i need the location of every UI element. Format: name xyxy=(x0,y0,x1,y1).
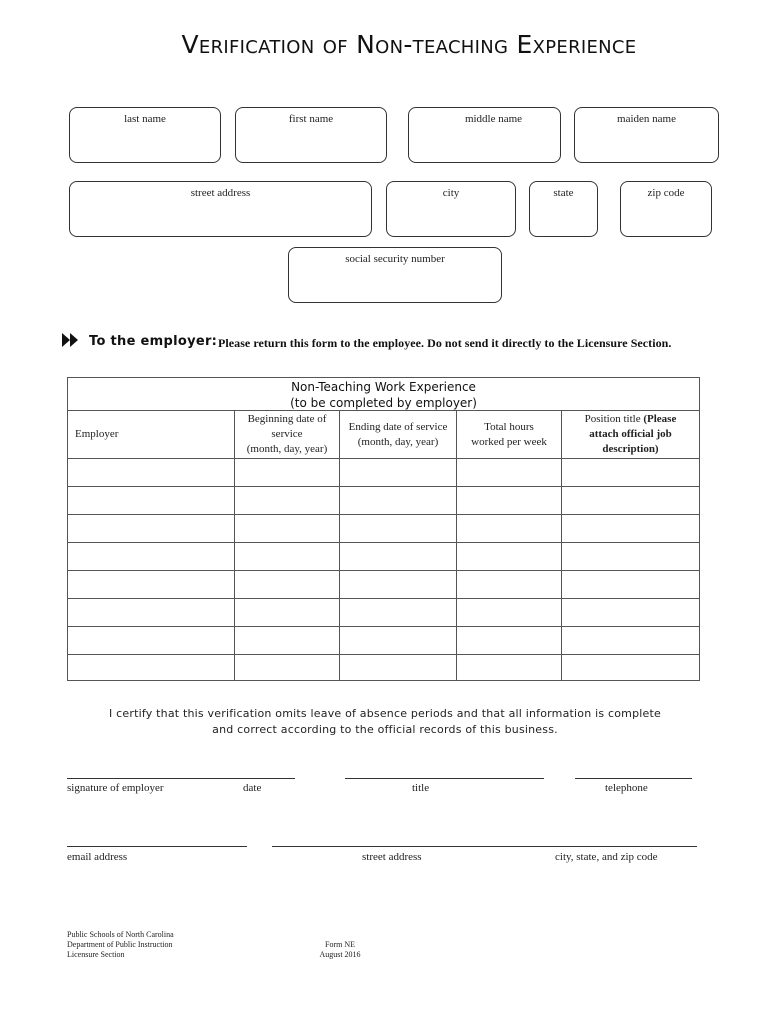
last-name-field[interactable] xyxy=(69,107,221,163)
first-name-label: first name xyxy=(288,113,334,125)
signature-line[interactable] xyxy=(67,778,295,779)
ssn-field[interactable] xyxy=(288,247,502,303)
form-title: Verification of Non-teaching Experience xyxy=(181,30,637,59)
ssn-label: social security number xyxy=(345,253,445,265)
telephone-line[interactable] xyxy=(575,778,692,779)
email-label: email address xyxy=(67,851,128,863)
table-row[interactable] xyxy=(68,515,699,542)
double-arrow-right-icon xyxy=(62,333,80,347)
address-line[interactable] xyxy=(272,846,697,847)
employer-notice-lead: To the employer: xyxy=(89,334,218,349)
title-line[interactable] xyxy=(345,778,544,779)
employer-notice-text: Please return this form to the employee. Do not send it directly to the Licensure Section. xyxy=(218,336,672,350)
signature-label: signature of employer xyxy=(67,782,164,794)
table-row[interactable] xyxy=(68,459,699,486)
table-row[interactable] xyxy=(68,599,699,626)
header-begin-date: Beginning date of service (month, day, year) xyxy=(246,413,328,455)
header-employer: Employer xyxy=(75,428,119,440)
city-field[interactable] xyxy=(386,181,516,237)
state-field[interactable] xyxy=(529,181,598,237)
street-address-field[interactable] xyxy=(69,181,372,237)
state-label: state xyxy=(553,187,574,199)
table-title-line2: (to be completed by employer) xyxy=(290,396,477,410)
street-address-sig-label: street address xyxy=(362,851,422,863)
title-label: title xyxy=(412,782,430,794)
table-row[interactable] xyxy=(68,655,699,680)
last-name-label: last name xyxy=(124,113,166,125)
table-title xyxy=(68,378,699,411)
city-label: city xyxy=(442,187,460,199)
table-row[interactable] xyxy=(68,543,699,570)
table-row[interactable] xyxy=(68,627,699,654)
middle-name-field[interactable] xyxy=(408,107,561,163)
street-address-label: street address xyxy=(190,187,251,199)
first-name-field[interactable] xyxy=(235,107,387,163)
middle-name-label: middle name xyxy=(464,113,523,125)
telephone-label: telephone xyxy=(605,782,648,794)
certification-statement: I certify that this verification omits leave of absence periods and that all information is complete and correct according to the official records of this business. xyxy=(109,707,661,736)
table-row[interactable] xyxy=(68,487,699,514)
header-position-title: Position title (Please attach official job description) xyxy=(584,413,677,455)
maiden-name-label: maiden name xyxy=(617,113,676,125)
header-total-hours: Total hours worked per week xyxy=(471,420,547,448)
header-end-date: Ending date of service (month, day, year) xyxy=(348,420,448,448)
footer-form-id: Form NE August 2016 xyxy=(319,940,361,959)
work-experience-table xyxy=(67,377,700,681)
zip-code-field[interactable] xyxy=(620,181,712,237)
date-label: date xyxy=(243,782,262,794)
email-line[interactable] xyxy=(67,846,247,847)
table-title-line1: Non-Teaching Work Experience xyxy=(291,380,476,394)
table-row[interactable] xyxy=(68,571,699,598)
zip-code-label: zip code xyxy=(647,187,685,199)
footer-organization: Public Schools of North Carolina Department of Public Instruction Licensure Section xyxy=(67,930,174,959)
city-state-zip-label: city, state, and zip code xyxy=(555,851,658,863)
maiden-name-field[interactable] xyxy=(574,107,719,163)
